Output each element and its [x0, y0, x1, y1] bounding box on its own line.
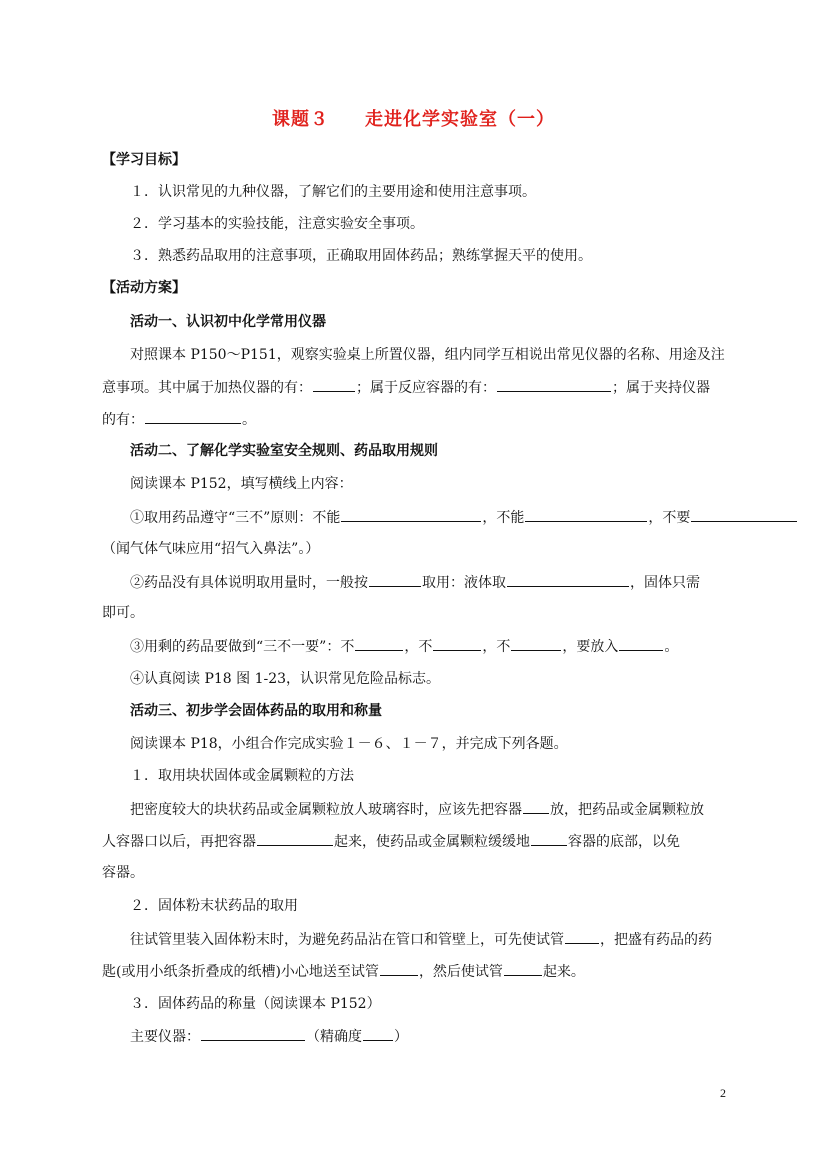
fill-blank[interactable] — [369, 572, 421, 587]
activity2-item1: ①取用药品遵守“三不”原则：不能 ，不能 ，不要 — [130, 507, 798, 528]
activity2-item1-note: （闻气体气味应用“招气入鼻法”。） — [102, 541, 320, 557]
fill-blank[interactable] — [507, 572, 629, 587]
fill-blank[interactable] — [313, 377, 355, 392]
activity2-heading: 活动二、了解化学实验室安全规则、药品取用规则 — [130, 443, 438, 459]
activity2-item4: ④认真阅读 P18 图 1-23，认识常见危险品标志。 — [130, 671, 441, 687]
title-part2: 走进化学实验室（一） — [365, 109, 555, 130]
fill-blank[interactable] — [355, 636, 403, 651]
activity1-paragraph-line1: 对照课本 P150～P151，观察实验桌上所置仪器，组内同学互相说出常见仪器的名称、用途及注 — [130, 347, 725, 363]
fill-blank[interactable] — [525, 507, 647, 522]
activity1-heading: 活动一、认识初中化学常用仪器 — [130, 314, 326, 330]
activity3-s2-line2: 匙(或用小纸条折叠成的纸槽)小心地送至试管 ，然后使试管 起来。 — [102, 961, 585, 982]
fill-blank[interactable] — [531, 831, 567, 846]
activity2-intro: 阅读课本 P152，填写横线上内容： — [130, 476, 353, 492]
activity3-heading: 活动三、初步学会固体药品的取用和称量 — [130, 703, 382, 719]
activity3-subheading-1: １．取用块状固体或金属颗粒的方法 — [130, 768, 354, 784]
fill-blank[interactable] — [201, 1026, 305, 1041]
goal-item-1: １．认识常见的九种仪器，了解它们的主要用途和使用注意事项。 — [130, 184, 536, 200]
fill-blank[interactable] — [523, 799, 549, 814]
fill-blank[interactable] — [497, 377, 611, 392]
activity3-s1-line2: 人容器口以后，再把容器 起来，使药品或金属颗粒缓缓地 容器的底部，以免 — [102, 831, 680, 852]
activity1-paragraph-line3: 的有： 。 — [102, 409, 256, 430]
title-part1: 课题３ — [272, 109, 329, 130]
fill-blank[interactable] — [433, 636, 481, 651]
fill-blank[interactable] — [257, 831, 333, 846]
page-title — [0, 108, 827, 132]
activity3-s3-line: 主要仪器： （精确度 ） — [130, 1026, 408, 1047]
fill-blank[interactable] — [363, 1026, 393, 1041]
activity3-s1-line3: 容器。 — [102, 865, 144, 881]
section-heading-plan: 【活动方案】 — [102, 280, 186, 296]
fill-blank[interactable] — [504, 961, 542, 976]
fill-blank[interactable] — [691, 507, 797, 522]
activity3-subheading-2: ２．固体粉末状药品的取用 — [130, 898, 298, 914]
activity2-item2-cont: 即可。 — [102, 605, 144, 621]
activity3-intro: 阅读课本 P18，小组合作完成实验１－６、１－７，并完成下列各题。 — [130, 736, 568, 752]
activity3-s2-line1: 往试管里装入固体粉末时，为避免药品沾在管口和管壁上，可先使试管 ，把盛有药品的药 — [130, 929, 712, 950]
goal-item-2: ２．学习基本的实验技能，注意实验安全事项。 — [130, 216, 424, 232]
activity3-subheading-3: ３．固体药品的称量（阅读课本 P152） — [130, 996, 381, 1012]
activity1-paragraph-line2: 意事项。其中属于加热仪器的有： ；属于反应容器的有： ；属于夹持仪器 — [102, 377, 710, 398]
goal-item-3: ３．熟悉药品取用的注意事项，正确取用固体药品；熟练掌握天平的使用。 — [130, 248, 592, 264]
fill-blank[interactable] — [565, 929, 599, 944]
section-heading-goals: 【学习目标】 — [102, 152, 186, 168]
fill-blank[interactable] — [380, 961, 418, 976]
fill-blank[interactable] — [145, 409, 241, 424]
activity2-item3: ③用剩的药品要做到“三不一要”：不 ，不 ，不 ，要放入 。 — [130, 636, 678, 657]
page-number: 2 — [720, 1086, 726, 1100]
activity2-item2: ②药品没有具体说明取用量时，一般按 取用：液体取 ，固体只需 — [130, 572, 700, 593]
activity3-s1-line1: 把密度较大的块状药品或金属颗粒放人玻璃容时，应该先把容器 放，把药品或金属颗粒放 — [130, 799, 704, 820]
fill-blank[interactable] — [619, 636, 663, 651]
fill-blank[interactable] — [341, 507, 481, 522]
fill-blank[interactable] — [511, 636, 561, 651]
